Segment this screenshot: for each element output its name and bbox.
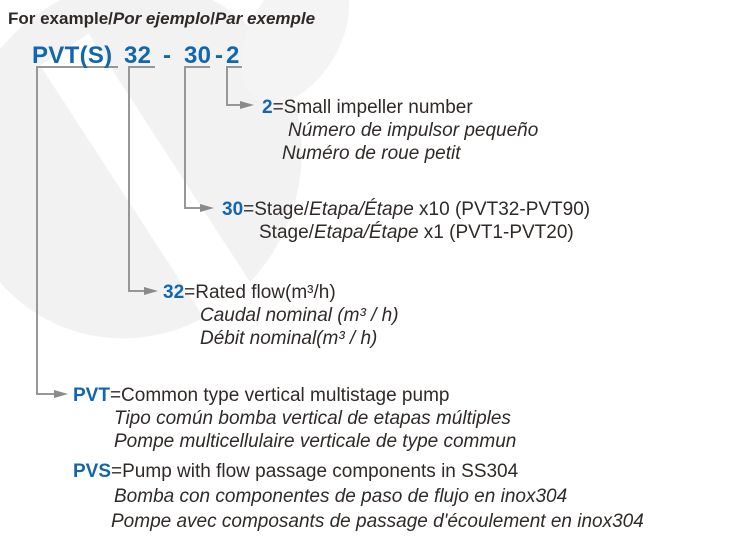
- bracket-impeller-stem: [226, 66, 228, 106]
- translation-line-fr: Débit nominal(m³ / h): [200, 328, 378, 349]
- translation-line-fr: Numéro de roue petit: [282, 143, 461, 164]
- definition-line: PVS=Pump with flow passage components in SS304: [73, 461, 519, 482]
- definition-line: 30=Stage/Etapa/Étape x10 (PVT32-PVT90): [222, 199, 591, 220]
- translation-line-fr: Pompe avec composants de passage d'écoulement en inox304: [111, 511, 644, 532]
- example-header: For example/Por ejemplo/Par exemple: [8, 9, 316, 28]
- bracket-flow-stem: [128, 66, 130, 292]
- block-rated-flow: [163, 281, 399, 350]
- translation-line-fr: Pompe multicellulaire verticale de type commun: [114, 431, 517, 452]
- code-part-flow: 32: [124, 42, 152, 69]
- bracket-series-stem: [36, 66, 38, 395]
- bracket-series-lead: [36, 393, 54, 395]
- translation-line-es: Tipo común bomba vertical de etapas múltiples: [114, 408, 511, 429]
- block-stage: [222, 198, 590, 244]
- code-part-impeller: 2: [226, 42, 240, 69]
- definition-line: PVT=Common type vertical multistage pump: [73, 385, 450, 406]
- block-pvt-type: [73, 384, 516, 453]
- definition-line-2: Stage/Etapa/Étape x1 (PVT1-PVT20): [259, 222, 574, 243]
- block-small-impeller-number: [262, 96, 538, 165]
- code-part-dash-1: -: [163, 42, 172, 69]
- bracket-stage-stem: [184, 66, 186, 209]
- arrow-right-icon: [54, 390, 68, 398]
- definition-line: 2=Small impeller number: [262, 97, 473, 118]
- arrow-right-icon: [200, 204, 214, 212]
- arrow-right-icon: [144, 287, 158, 295]
- bracket-flow-lead: [128, 290, 144, 292]
- code-part-stage: 30: [184, 42, 212, 69]
- definition-line: 32=Rated flow(m³/h): [163, 282, 336, 303]
- block-pvs-type: [73, 459, 644, 534]
- translation-line-es: Número de impulsor pequeño: [288, 120, 539, 141]
- code-part-dash-2: -: [215, 42, 224, 69]
- bracket-stage-lead: [184, 207, 200, 209]
- code-part-series: PVT(S): [32, 42, 113, 69]
- bracket-impeller-lead: [226, 104, 240, 106]
- translation-line-es: Bomba con componentes de paso de flujo en inox304: [114, 486, 568, 507]
- arrow-right-icon: [240, 101, 254, 109]
- translation-line-es: Caudal nominal (m³ / h): [200, 305, 399, 326]
